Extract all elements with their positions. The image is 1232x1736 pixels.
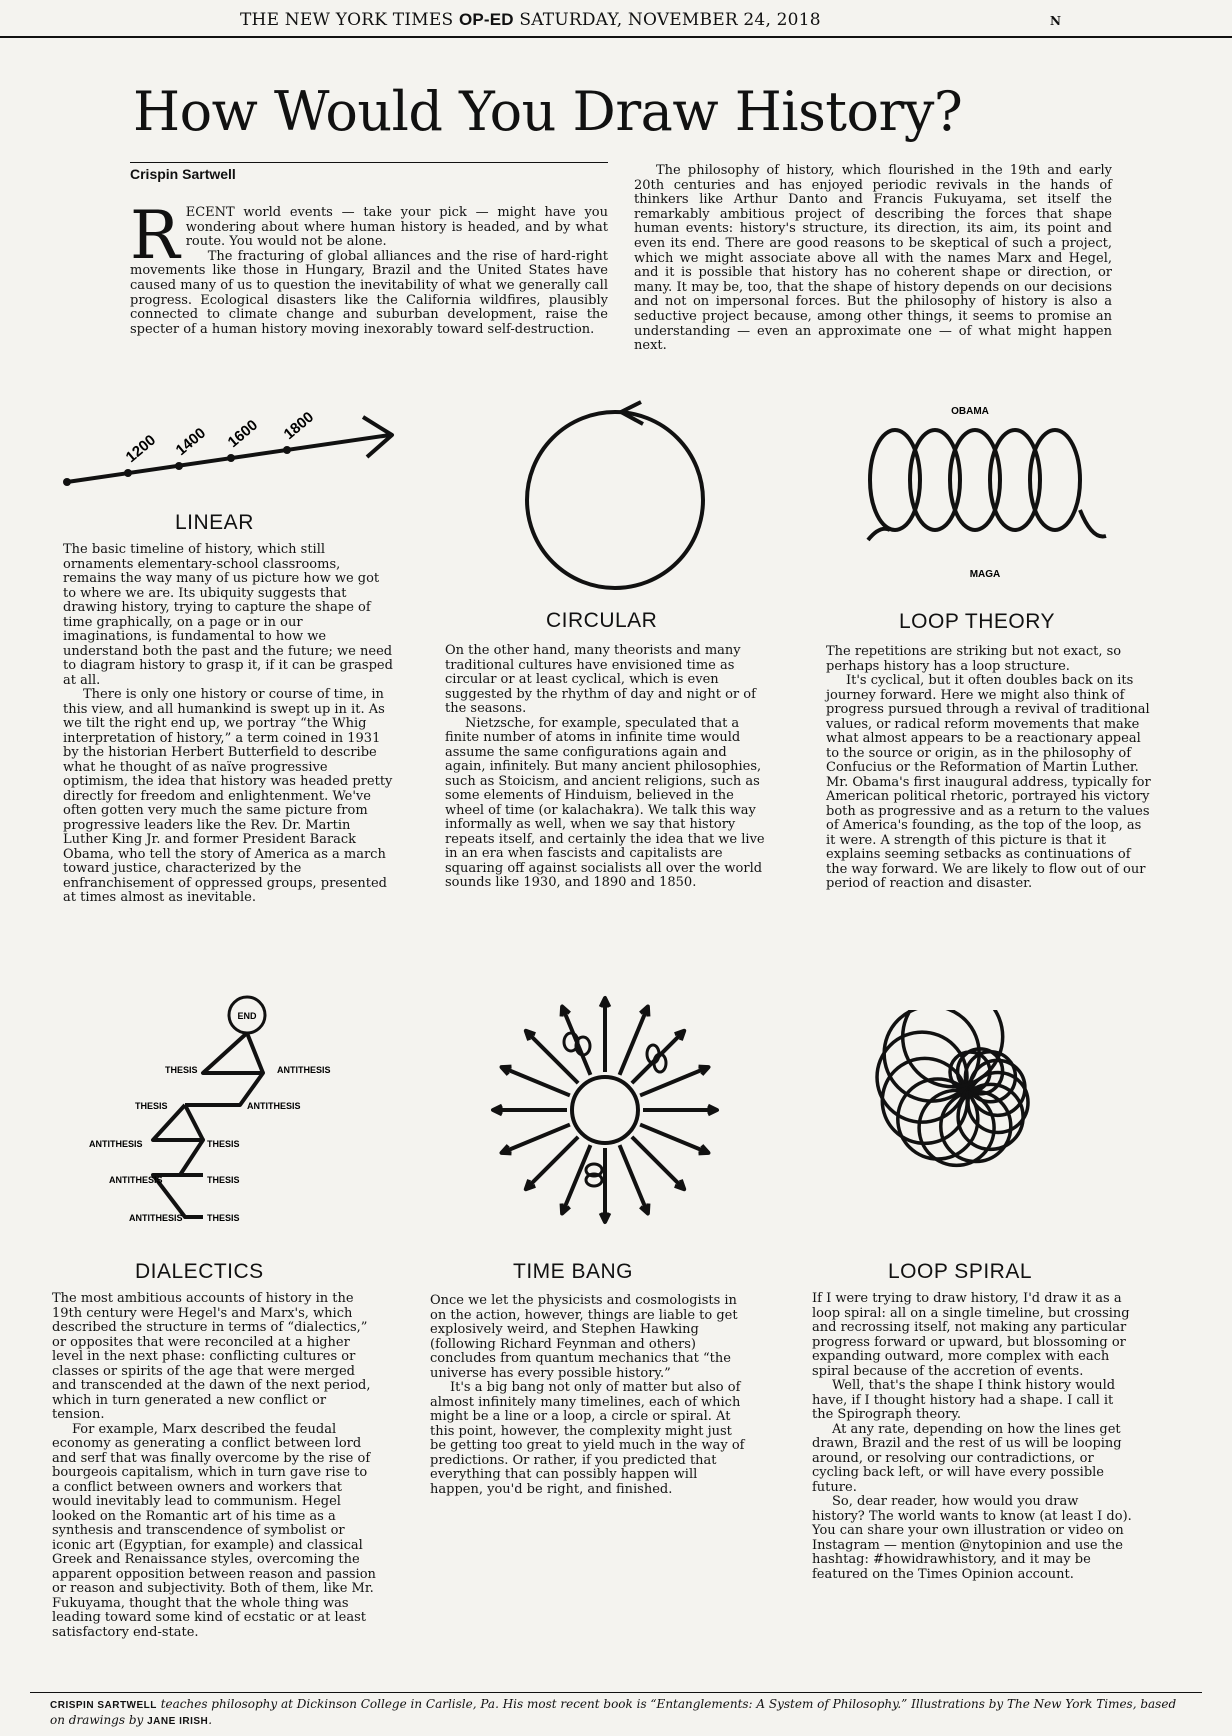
loop-spiral-text — [812, 1292, 1132, 1582]
spiral-paragraph-4: So, dear reader, how would you draw history? The world wants to know (at least I do). You can share your own illustration or video on Instagram — mention @nytopinion and use the hashtag: #howidrawhistory, and it may be featured on the Times Opinion account. — [812, 1494, 1132, 1582]
time-circle — [527, 412, 703, 588]
spiral-paragraph-3: At any rate, depending on how the lines get drawn, Brazil and the rest of us will be looping around, or resolving our contradictions, or cycling back left, or will have every possible future. — [812, 1421, 1122, 1495]
footer-rule — [30, 1692, 1202, 1693]
timeline-tick-1400 — [175, 462, 183, 470]
footer-illustrator: JANE IRISH — [147, 1716, 209, 1727]
dialectics-zigzag — [153, 1033, 263, 1217]
loop-paragraph-2: It's cyclical, but it often doubles back on its journey forward. Here we might also think of progress pursued through a revival of traditional values, or radical reform movements that make what almost appears to be a reactionary appeal to the source or origin, as in the philosophy of Confucius or the Reformation of Martin Luther. Mr. Obama's first inaugural address, typically for American political rhetoric, portrayed his victory both as progressive and as a return to the values of America's founding, as the top of the loop, as it were. A strength of this picture is that it explains seeming setbacks as continuations of the way forward. We are likely to flow out of our period of reaction and disaster. — [826, 673, 1151, 891]
timeline-tick-1200 — [124, 469, 132, 477]
loop-coils — [870, 430, 1080, 530]
bang-ray — [526, 1031, 578, 1083]
section-name: OP-ED — [458, 10, 514, 29]
bang-ray — [632, 1137, 684, 1189]
spiral-paragraph-2: Well, that's the shape I think history would have, if I thought history had a shape. I call it the Spirograph theory. — [812, 1378, 1116, 1422]
circular-text — [445, 644, 765, 891]
intro-text-1: ECENT world events — take your pick — might have you wondering about where human history is headed, and by what route. You would not be alone. — [185, 205, 608, 250]
timeline-tick-1600 — [227, 454, 235, 462]
dialectic-label: ANTITHESIS — [277, 1065, 331, 1075]
loop-top-label: OBAMA — [951, 406, 989, 417]
circular-paragraph-2: Nietzsche, for example, speculated that a finite number of atoms in infinite time would assume the same configurations again and again, infinitely. But many ancient philosophies, such as Stoicism, and ancient religions, such as some elements of Hinduism, believed in the wheel of time (or kalachakra). We talk this way informally as well, when we say that history repeats itself, and certainly the idea that we live in an era when fascists and capitalists are squaring off against socialists all over the world sounds like 1930, and 1890 and 1850. — [445, 715, 765, 890]
intro-right-column — [634, 164, 1112, 354]
circular-title: CIRCULAR — [546, 609, 658, 632]
time-bang-text — [430, 1294, 748, 1497]
end-label: END — [237, 1011, 257, 1021]
headline: How Would You Draw History? — [133, 80, 963, 143]
publication-name: THE NEW YORK TIMES — [240, 10, 454, 30]
author-bio — [50, 1697, 1190, 1729]
spirograph-loops — [877, 1010, 1028, 1165]
linear-paragraph-1: The basic timeline of history, which still ornaments elementary-school classrooms, remains the way many of us picture how we got to where we are. Its ubiquity suggests that drawing history, trying to capture the shape of time graphically, on a page or in our imaginations, is fundamental to how we understand both the past and the future; we need to diagram history to grasp it, if it can be grasped at all. — [63, 542, 393, 688]
dialectic-label: THESIS — [207, 1175, 240, 1185]
time-bang-diagram — [465, 990, 745, 1230]
loop-coil — [990, 430, 1040, 530]
bang-ray — [620, 1007, 648, 1075]
masthead-line — [240, 10, 821, 30]
dialectic-label: THESIS — [207, 1213, 240, 1223]
dialectics-text — [52, 1292, 377, 1640]
linear-paragraph-2: There is only one history or course of time, in this view, and all humankind is swept up in it. As we tilt the right end up, we portray “the Whig interpretation of history,” a term coined in 1931 by the historian Herbert Butterfield to describe what he thought of as naïve progressive optimism, the idea that history was headed pretty directly for freedom and enlightenment. We've often gotten very much the same picture from progressive leaders like the Rev. Dr. Martin Luther King Jr. and former President Barack Obama, who tell the story of America as a march toward justice, characterized by the enfranchisement of oppressed groups, presented at times almost as inevitable. — [63, 687, 393, 905]
masthead-mark: N — [1050, 14, 1061, 28]
loop-tail-right — [1080, 510, 1106, 536]
circular-paragraph-1: On the other hand, many theorists and many traditional cultures have envisioned time as circular or at least cyclical, which is even suggested by the rhythm of day and night or of the seasons. — [445, 643, 756, 716]
masthead-rule — [0, 36, 1232, 38]
intro-left-column — [130, 197, 608, 337]
year-label-1600: 1600 — [224, 416, 262, 452]
dialectic-label: THESIS — [135, 1101, 168, 1111]
masthead — [0, 8, 1232, 36]
bang-ray — [640, 1125, 708, 1153]
spiral-paragraph-1: If I were trying to draw history, I'd draw it as a loop spiral: all on a single timeline, but crossing and recrossing itself, not making any particular progress forward or upward, but blossoming or expanding outward, more complex with each spiral because of the accretion of events. — [812, 1291, 1130, 1379]
dialectic-label: THESIS — [207, 1139, 240, 1149]
bang-rays — [493, 998, 717, 1222]
loop-theory-title: LOOP THEORY — [899, 610, 1056, 633]
dialectics-diagram — [85, 995, 385, 1230]
loop-coil — [950, 430, 1000, 530]
dialectics-paragraph-1: The most ambitious accounts of history in the 19th century were Hegel's and Marx's, which described the structure in terms of “dialectics,” or opposites that were reconciled at a higher level in the next phase: conflicting cultures or classes or spirits of the age that were merged and transcended at the dawn of the next period, which in turn generated a new conflict or tension. — [52, 1291, 371, 1422]
bang-ray — [620, 1145, 648, 1213]
byline: Crispin Sartwell — [130, 166, 236, 182]
bang-ray — [526, 1137, 578, 1189]
year-label-1400: 1400 — [172, 424, 210, 460]
footer-end: . — [208, 1713, 213, 1727]
year-label-1800: 1800 — [280, 408, 318, 444]
linear-title: LINEAR — [175, 511, 254, 534]
year-label-1200: 1200 — [122, 431, 160, 467]
dialectic-label: ANTITHESIS — [89, 1139, 143, 1149]
bang-ray — [502, 1125, 570, 1153]
loop-bottom-label: MAGA — [969, 569, 1001, 580]
dialectic-label: ANTITHESIS — [129, 1213, 183, 1223]
loop-theory-diagram — [860, 400, 1120, 580]
dialectic-label: ANTITHESIS — [109, 1175, 163, 1185]
issue-date: SATURDAY, NOVEMBER 24, 2018 — [519, 10, 821, 30]
zigzag-branch — [247, 1033, 263, 1073]
intro-paragraph-2: The fracturing of global alliances and the rise of hard-right movements like those in Hungary, Brazil and the United States have caused many of us to question the inevitability of what we generally call progress. Ecological disasters like the California wildfires, plausibly connected to climate change and suburban development, raise the specter of a human history moving inexorably toward self-destruction. — [130, 248, 608, 337]
footer-bio: teaches philosophy at Dickinson College in Carlisle, Pa. His most recent book is “Entanglements: A System of Philosophy.” Illustrations by The New York Times, based on drawings by — [50, 1697, 1177, 1727]
loop-spiral-title: LOOP SPIRAL — [888, 1260, 1033, 1283]
time-bang-title: TIME BANG — [513, 1260, 634, 1283]
intro-paragraph-1 — [130, 197, 608, 274]
loop-spiral-diagram — [860, 1010, 1100, 1225]
timeline-tick-1800 — [283, 446, 291, 454]
drop-cap: R — [130, 197, 180, 274]
timebang-paragraph-1: Once we let the physicists and cosmologists in on the action, however, things are liable to get explosively weird, and Stephen Hawking (following Richard Feynman and others) concludes from quantum mechanics that “the universe has every possible history.” — [430, 1293, 738, 1381]
linear-timeline-diagram — [55, 405, 405, 510]
dialectics-title: DIALECTICS — [135, 1260, 264, 1283]
bang-center-circle — [572, 1077, 638, 1143]
loop-paragraph-1: The repetitions are striking but not exact, so perhaps history has a loop structure. — [826, 644, 1122, 674]
bang-ray — [640, 1067, 708, 1095]
intro-paragraph-3: The philosophy of history, which flourished in the 19th and early 20th centuries and has enjoyed periodic revivals in the hands of thinkers like Arthur Danto and Francis Fukuyama, set itself the remarkably ambitious project of describing the forces that shape human events: history's structure, its direction, its aim, its point and even its end. There are good reasons to be skeptical of such a project, which we might associate above all with the names Marx and Hegel, and it is possible that history has no coherent shape or direction, or many. It may be, too, that the shape of history depends on our decisions and not on impersonal forces. But the philosophy of history is also a seductive project because, among other things, it seems to promise an understanding — even an approximate one — of what might happen next. — [634, 163, 1112, 354]
loop-tail-left — [868, 529, 890, 540]
loop-coil — [870, 430, 920, 530]
timeline-start-dot — [63, 478, 71, 486]
bang-ray — [502, 1067, 570, 1095]
circular-diagram — [505, 400, 725, 600]
loop-coil — [910, 430, 960, 530]
zigzag-branch — [185, 1105, 203, 1140]
footer-author: CRISPIN SARTWELL — [50, 1700, 157, 1711]
timebang-paragraph-2: It's a big bang not only of matter but also of almost infinitely many timelines, each of which might be a line or a loop, a circle or spiral. At this point, however, the complexity might just be getting too great to yield much in the way of predictions. Or rather, if you predicted that everything that can possibly happen will happen, you'd be right, and finished. — [430, 1380, 745, 1497]
loop-coil — [1030, 430, 1080, 530]
loop-theory-text — [826, 645, 1154, 892]
byline-rule — [130, 162, 608, 163]
dialectic-label: THESIS — [165, 1065, 198, 1075]
dialectics-paragraph-2: For example, Marx described the feudal economy as generating a conflict between lord and serf that was finally overcome by the rise of bourgeois capitalism, which in turn gave rise to a conflict between owners and workers that would inevitably lead to communism. Hegel looked on the Romantic art of his time as a synthesis and transcendence of symbolist or iconic art (Egyptian, for example) and classical Greek and Renaissance styles, overcoming the apparent opposition between reason and passion or reason and subjectivity. Both of them, like Mr. Fukuyama, thought that the whole thing was leading toward some kind of ecstatic or at least satisfactory end-state. — [52, 1421, 376, 1640]
dialectic-label: ANTITHESIS — [247, 1101, 301, 1111]
linear-text — [63, 543, 393, 906]
